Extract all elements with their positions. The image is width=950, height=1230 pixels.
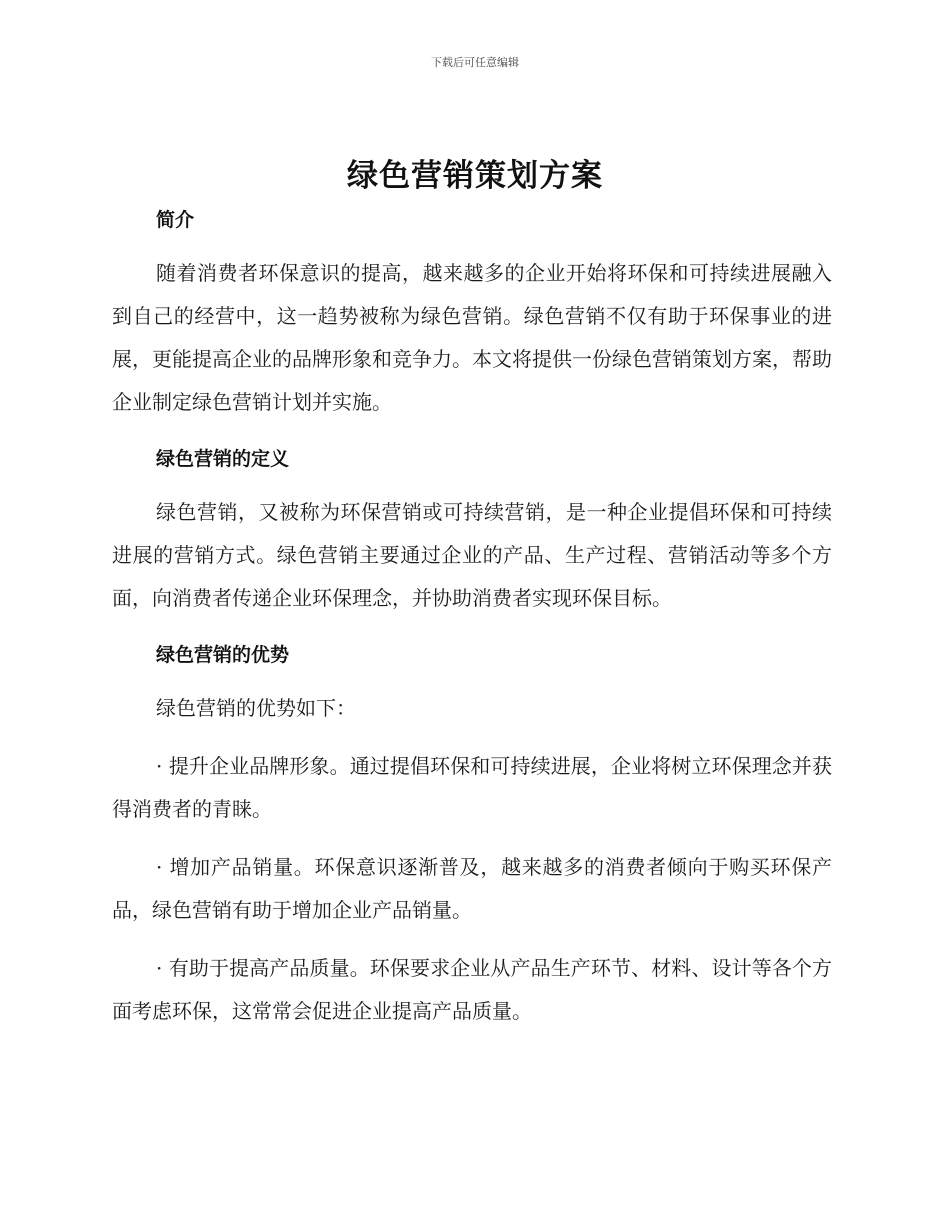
section-heading-definition: 绿色营销的定义 [156,448,290,470]
advantage-item-brand: · 提升企业品牌形象。通过提倡环保和可持续进展，企业将树立环保理念并获得消费者的青睐。 [112,754,832,821]
section-heading-intro: 简介 [156,209,195,231]
document-body [112,203,832,1033]
advantage-item-quality: · 有助于提高产品质量。环保要求企业从产品生产环节、材料、设计等各个方面考虑环保，这常常会促进企业提高产品质量。 [112,956,832,1023]
intro-paragraph: 随着消费者环保意识的提高，越来越多的企业开始将环保和可持续进展融入到自己的经营中，这一趋势被称为绿色营销。绿色营销不仅有助于环保事业的进展，更能提高企业的品牌形象和竞争力。本文将提供一份绿色营销策划方案，帮助企业制定绿色营销计划并实施。 [112,261,832,414]
advantage-item-sales: · 增加产品销量。环保意识逐渐普及，越来越多的消费者倾向于购买环保产品，绿色营销有助于增加企业产品销量。 [112,855,832,922]
document-title: 绿色营销策划方案 [347,158,603,194]
definition-paragraph: 绿色营销，又被称为环保营销或可持续营销，是一种企业提倡环保和可持续进展的营销方式。绿色营销主要通过企业的产品、生产过程、营销活动等多个方面，向消费者传递企业环保理念，并协助消费者实现环保目标。 [112,500,832,610]
header-note: 下载后可任意编辑 [431,56,519,69]
advantages-lead: 绿色营销的优势如下： [156,696,356,720]
section-heading-advantages: 绿色营销的优势 [156,644,290,666]
